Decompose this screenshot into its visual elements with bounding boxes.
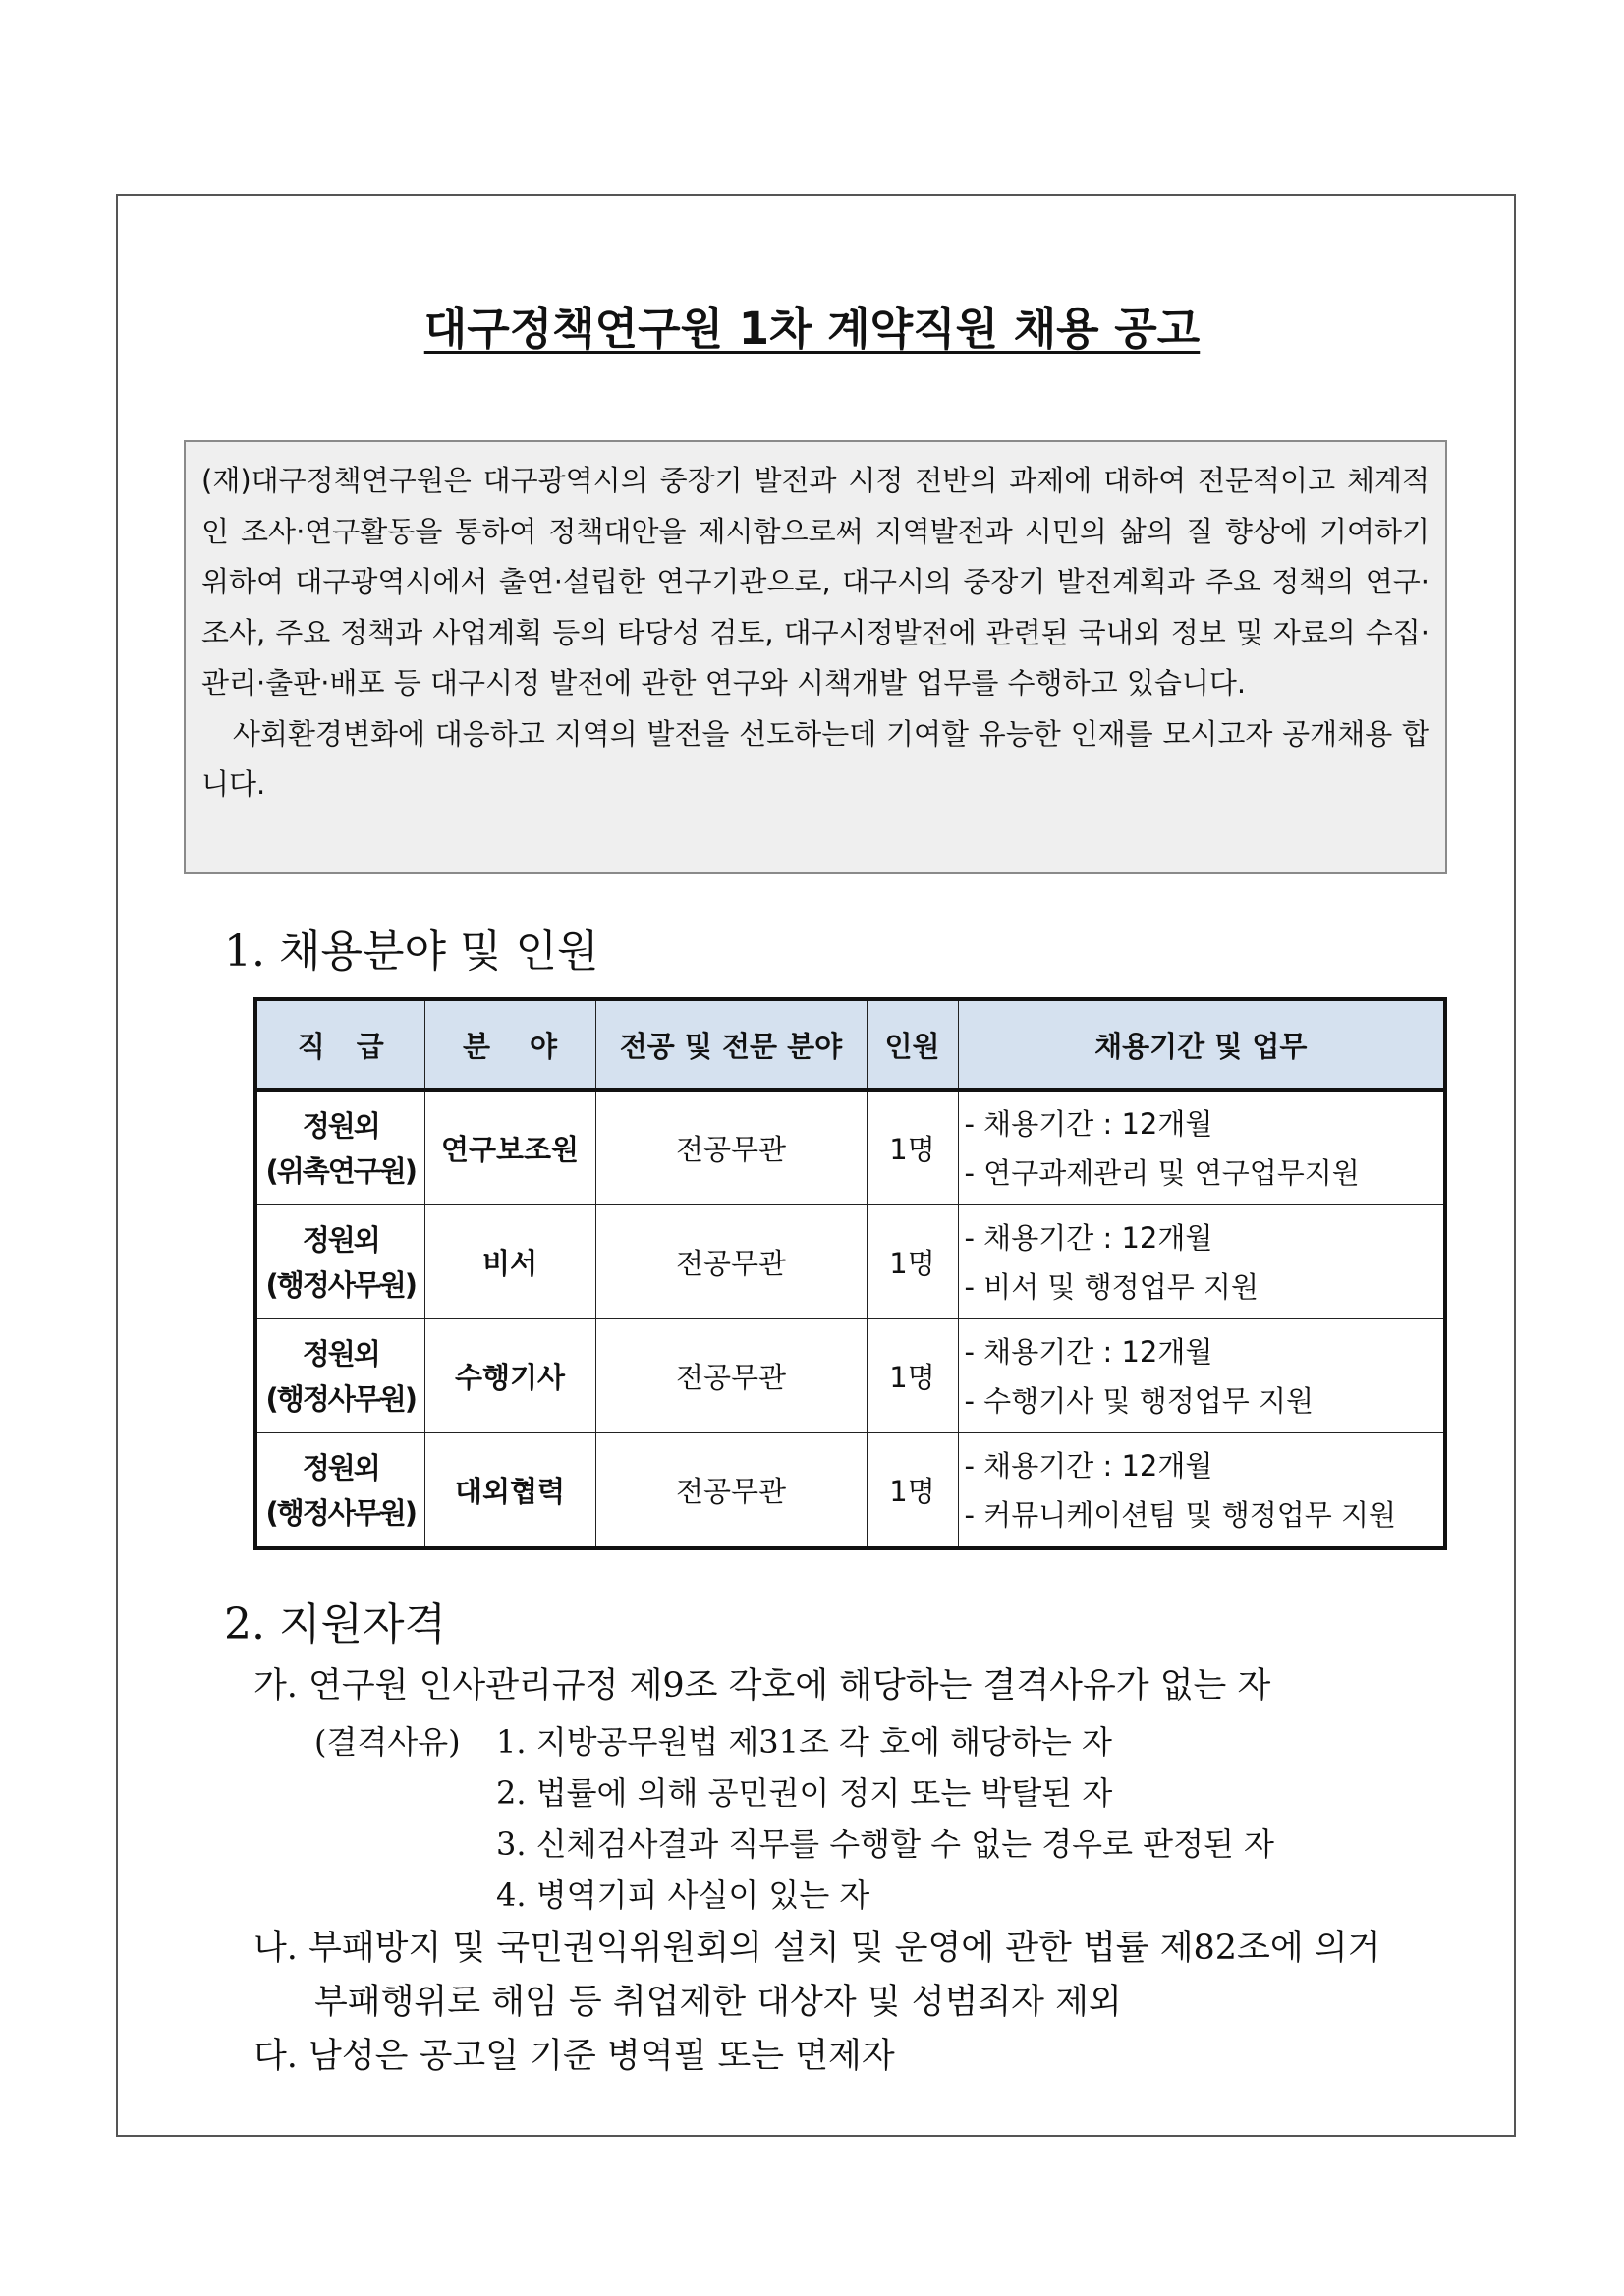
count-cell: 1명 xyxy=(867,1090,958,1205)
qualification-da: 다. 남성은 공고일 기준 병역필 또는 면제자 xyxy=(253,2037,895,2076)
table-row xyxy=(255,1205,1445,1319)
major-cell: 전공무관 xyxy=(595,1205,867,1319)
recruitment-table xyxy=(253,997,1447,1550)
table-row xyxy=(255,1090,1445,1205)
duty-cell: - 채용기간 : 12개월 - 연구과제관리 및 연구업무지원 xyxy=(958,1090,1445,1205)
field-cell: 연구보조원 xyxy=(424,1090,595,1205)
disqualification-item-1: 1. 지방공무원법 제31조 각 호에 해당하는 자 xyxy=(496,1723,1112,1761)
page-title: 대구정책연구원 1차 계약직원 채용 공고 xyxy=(423,303,1201,355)
header-duty: 채용기간 및 업무 xyxy=(958,999,1445,1090)
qualification-na-line-1: 나. 부패방지 및 국민권익위원회의 설치 및 운영에 관한 법률 제82조에 의거 xyxy=(253,1929,1381,1968)
rank-cell: 정원외 (행정사무원) xyxy=(255,1205,424,1319)
duty-cell: - 채용기간 : 12개월 - 커뮤니케이션팀 및 행정업무 지원 xyxy=(958,1433,1445,1549)
count-cell: 1명 xyxy=(867,1319,958,1433)
intro-box xyxy=(184,440,1447,874)
intro-paragraph-1: (재)대구정책연구원은 대구광역시의 중장기 발전과 시정 전반의 과제에 대하여 전문적이고 체계적인 조사·연구활동을 통하여 정책대안을 제시함으로써 지역발전과 시민의 삶의 질 향상에 기여하기 위하여 대구광역시에서 출연·설립한 연구기관으로, 대구시의 중장기 발전계획과 주요 정책의 연구·조사, 주요 정책과 사업계획 등의 타당성 검토, 대구시정발전에 관련된 국내외 정보 및 자료의 수집·관리·출판·배포 등 대구시정 발전에 관한 연구와 시책개발 업무를 수행하고 있습니다. xyxy=(201,464,1429,700)
rank-cell: 정원외 (행정사무원) xyxy=(255,1433,424,1549)
disqualification-label: (결격사유) xyxy=(314,1723,461,1761)
rank-cell: 정원외 (위촉연구원) xyxy=(255,1090,424,1205)
duty-cell: - 채용기간 : 12개월 - 수행기사 및 행정업무 지원 xyxy=(958,1319,1445,1433)
field-cell: 수행기사 xyxy=(424,1319,595,1433)
disqualification-item-4: 4. 병역기피 사실이 있는 자 xyxy=(496,1876,870,1914)
major-cell: 전공무관 xyxy=(595,1090,867,1205)
major-cell: 전공무관 xyxy=(595,1319,867,1433)
disqualification-item-3: 3. 신체검사결과 직무를 수행할 수 없는 경우로 판정된 자 xyxy=(496,1825,1274,1863)
header-rank: 직 급 xyxy=(255,999,424,1090)
table-header-row xyxy=(255,999,1445,1090)
qualification-ga: 가. 연구원 인사관리규정 제9조 각호에 해당하는 결격사유가 없는 자 xyxy=(253,1666,1271,1706)
intro-paragraph-2: 사회환경변화에 대응하고 지역의 발전을 선도하는데 기여할 유능한 인재를 모시고자 공개채용 합니다. xyxy=(201,716,1429,801)
table-row xyxy=(255,1433,1445,1549)
rank-cell: 정원외 (행정사무원) xyxy=(255,1319,424,1433)
major-cell: 전공무관 xyxy=(595,1433,867,1549)
section-1-heading: 1. 채용분야 및 인원 xyxy=(224,926,599,977)
count-cell: 1명 xyxy=(867,1205,958,1319)
header-field: 분 야 xyxy=(424,999,595,1090)
table-row xyxy=(255,1319,1445,1433)
qualification-na-line-2: 부패행위로 해임 등 취업제한 대상자 및 성범죄자 제외 xyxy=(314,1983,1122,2022)
field-cell: 비서 xyxy=(424,1205,595,1319)
field-cell: 대외협력 xyxy=(424,1433,595,1549)
header-major: 전공 및 전문 분야 xyxy=(595,999,867,1090)
duty-cell: - 채용기간 : 12개월 - 비서 및 행정업무 지원 xyxy=(958,1205,1445,1319)
count-cell: 1명 xyxy=(867,1433,958,1549)
header-count: 인원 xyxy=(867,999,958,1090)
disqualification-item-2: 2. 법률에 의해 공민권이 정지 또는 박탈된 자 xyxy=(496,1774,1113,1812)
section-2-heading: 2. 지원자격 xyxy=(224,1599,446,1650)
